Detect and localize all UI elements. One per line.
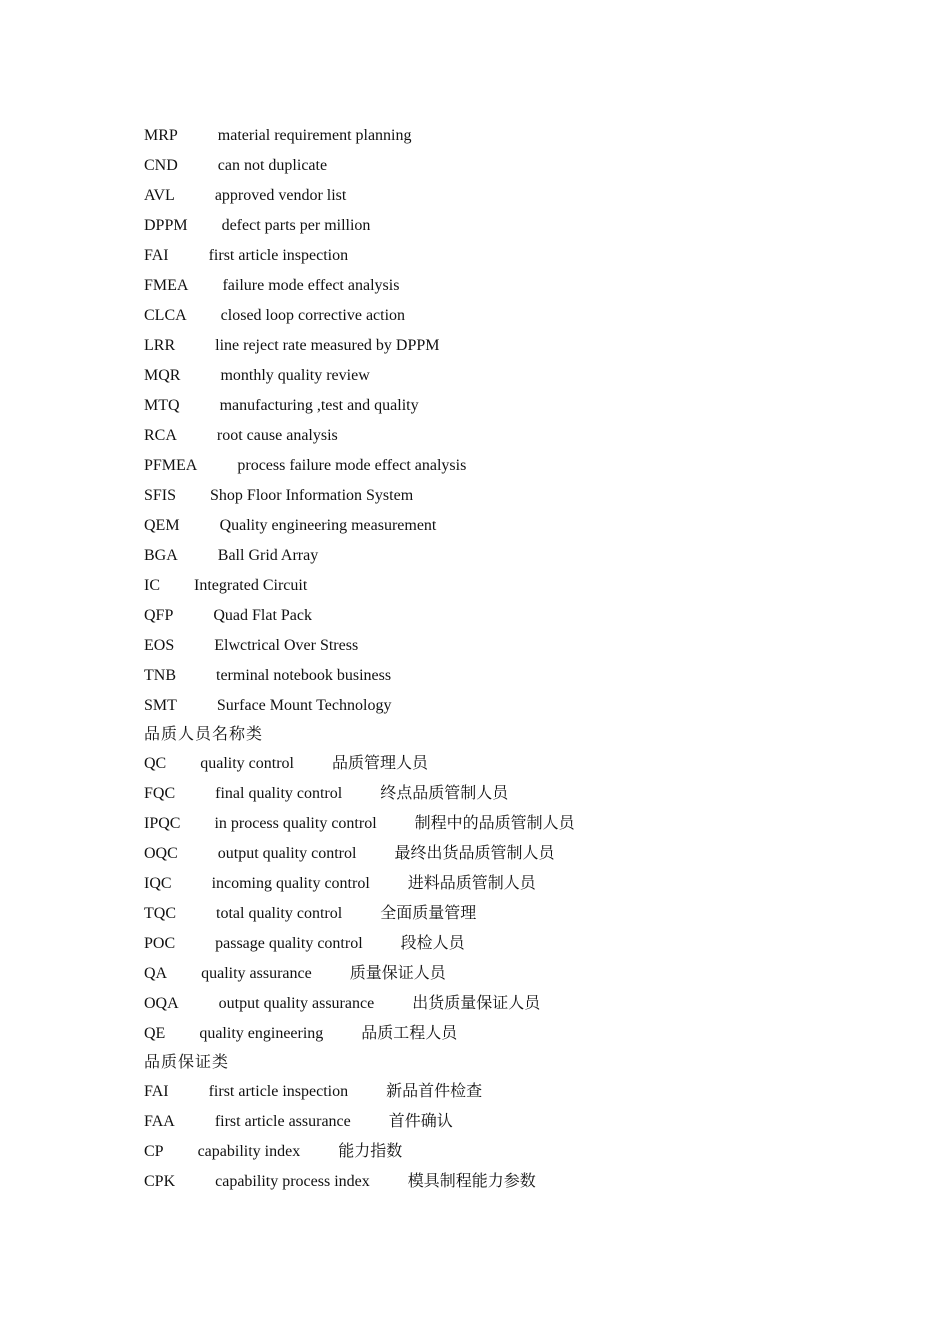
entry-abbreviation: CP	[144, 1143, 164, 1160]
entry-chinese: 首件确认	[388, 1113, 453, 1130]
entry-term: passage quality control	[215, 935, 363, 952]
entry-abbreviation: EOS	[144, 637, 175, 654]
section-heading: 品质保证类	[144, 1054, 230, 1071]
entry-abbreviation: BGA	[144, 547, 178, 564]
glossary-entry	[144, 121, 904, 151]
glossary-entry	[144, 661, 904, 691]
entry-chinese: 品质工程人员	[361, 1025, 458, 1042]
entry-term: can not duplicate	[217, 157, 328, 174]
glossary-entry	[144, 839, 904, 869]
entry-term: closed loop corrective action	[220, 307, 406, 324]
entry-term: quality control	[200, 755, 294, 772]
entry-term: Quality engineering measurement	[219, 517, 437, 534]
entry-term: output quality control	[217, 845, 357, 862]
entry-term: output quality assurance	[218, 995, 375, 1012]
entry-term: quality engineering	[199, 1025, 324, 1042]
glossary-entry	[144, 899, 904, 929]
entry-abbreviation: QE	[144, 1025, 166, 1042]
entry-abbreviation: MQR	[144, 367, 181, 384]
entry-abbreviation: MRP	[144, 127, 178, 144]
entry-chinese: 出货质量保证人员	[412, 995, 541, 1012]
entry-abbreviation: CLCA	[144, 307, 187, 324]
glossary-entry	[144, 211, 904, 241]
entry-abbreviation: OQA	[144, 995, 179, 1012]
entry-chinese: 能力指数	[338, 1143, 403, 1160]
glossary-entry	[144, 481, 904, 511]
section-heading: 品质人员名称类	[144, 726, 264, 743]
entry-abbreviation: QFP	[144, 607, 174, 624]
glossary-entry	[144, 331, 904, 361]
glossary-entry	[144, 391, 904, 421]
glossary-entry	[144, 301, 904, 331]
entry-abbreviation: MTQ	[144, 397, 180, 414]
glossary-entry	[144, 541, 904, 571]
entry-term: root cause analysis	[216, 427, 338, 444]
glossary-entry	[144, 511, 904, 541]
glossary-entry	[144, 601, 904, 631]
glossary-entry	[144, 631, 904, 661]
glossary-entry	[144, 959, 904, 989]
entry-abbreviation: OQC	[144, 845, 178, 862]
entry-term: quality assurance	[201, 965, 312, 982]
glossary-entry	[144, 1107, 904, 1137]
entry-abbreviation: FMEA	[144, 277, 189, 294]
entry-abbreviation: AVL	[144, 187, 175, 204]
entry-abbreviation: SMT	[144, 697, 177, 714]
entry-term: capability process index	[215, 1173, 370, 1190]
entry-term: capability index	[197, 1143, 301, 1160]
glossary-entry	[144, 151, 904, 181]
glossary-entry	[144, 241, 904, 271]
glossary-entry	[144, 989, 904, 1019]
glossary-entry	[144, 451, 904, 481]
entry-chinese: 进料品质管制人员	[407, 875, 536, 892]
glossary-entry	[144, 361, 904, 391]
entry-chinese: 全面质量管理	[380, 905, 477, 922]
entry-term: Integrated Circuit	[194, 577, 308, 594]
entry-chinese: 质量保证人员	[349, 965, 446, 982]
glossary-entry	[144, 271, 904, 301]
entry-abbreviation: QC	[144, 755, 167, 772]
entry-term: monthly quality review	[220, 367, 370, 384]
glossary-entry	[144, 1137, 904, 1167]
entry-abbreviation: IQC	[144, 875, 172, 892]
glossary-entry	[144, 929, 904, 959]
entry-term: first article assurance	[214, 1113, 351, 1130]
entry-term: manufacturing ,test and quality	[219, 397, 419, 414]
glossary-entry	[144, 809, 904, 839]
glossary-entry	[144, 421, 904, 451]
entry-term: in process quality control	[214, 815, 377, 832]
entry-abbreviation: CPK	[144, 1173, 176, 1190]
glossary-entry	[144, 1019, 904, 1049]
entry-abbreviation: FAI	[144, 247, 169, 264]
entry-abbreviation: DPPM	[144, 217, 188, 234]
entry-abbreviation: SFIS	[144, 487, 177, 504]
glossary-entry	[144, 779, 904, 809]
entry-chinese: 段检人员	[400, 935, 465, 952]
entry-term: first article inspection	[208, 247, 349, 264]
entry-term: line reject rate measured by DPPM	[215, 337, 440, 354]
entry-term: terminal notebook business	[216, 667, 392, 684]
entry-abbreviation: FQC	[144, 785, 176, 802]
entry-abbreviation: POC	[144, 935, 176, 952]
glossary-entry	[144, 181, 904, 211]
entry-term: Surface Mount Technology	[216, 697, 392, 714]
entry-term: Quad Flat Pack	[213, 607, 313, 624]
entry-chinese: 终点品质管制人员	[380, 785, 509, 802]
entry-abbreviation: TNB	[144, 667, 176, 684]
entry-term: Elwctrical Over Stress	[214, 637, 359, 654]
entry-term: total quality control	[216, 905, 343, 922]
entry-abbreviation: QA	[144, 965, 168, 982]
glossary-entry	[144, 571, 904, 601]
glossary-document	[144, 121, 904, 1197]
entry-abbreviation: QEM	[144, 517, 180, 534]
glossary-entry	[144, 691, 904, 721]
entry-abbreviation: PFMEA	[144, 457, 198, 474]
glossary-entry	[144, 869, 904, 899]
entry-chinese: 模具制程能力参数	[407, 1173, 536, 1190]
entry-term: approved vendor list	[214, 187, 347, 204]
entry-term: Shop Floor Information System	[210, 487, 414, 504]
entry-term: failure mode effect analysis	[222, 277, 400, 294]
entry-term: incoming quality control	[211, 875, 370, 892]
entry-abbreviation: IC	[144, 577, 160, 594]
entry-abbreviation: LRR	[144, 337, 176, 354]
entry-chinese: 品质管理人员	[332, 755, 429, 772]
entry-term: Ball Grid Array	[217, 547, 319, 564]
entry-term: final quality control	[215, 785, 343, 802]
entry-abbreviation: TQC	[144, 905, 176, 922]
entry-abbreviation: IPQC	[144, 815, 181, 832]
entry-chinese: 新品首件检查	[386, 1083, 483, 1100]
entry-term: defect parts per million	[221, 217, 371, 234]
entry-abbreviation: RCA	[144, 427, 177, 444]
entry-chinese: 制程中的品质管制人员	[414, 815, 575, 832]
entry-chinese: 最终出货品质管制人员	[394, 845, 555, 862]
entry-abbreviation: FAI	[144, 1083, 169, 1100]
entry-abbreviation: CND	[144, 157, 178, 174]
glossary-entry	[144, 1077, 904, 1107]
entry-term: process failure mode effect analysis	[237, 457, 467, 474]
entry-term: material requirement planning	[217, 127, 412, 144]
entry-abbreviation: FAA	[144, 1113, 175, 1130]
glossary-entry	[144, 749, 904, 779]
entry-term: first article inspection	[208, 1083, 349, 1100]
glossary-entry	[144, 1167, 904, 1197]
